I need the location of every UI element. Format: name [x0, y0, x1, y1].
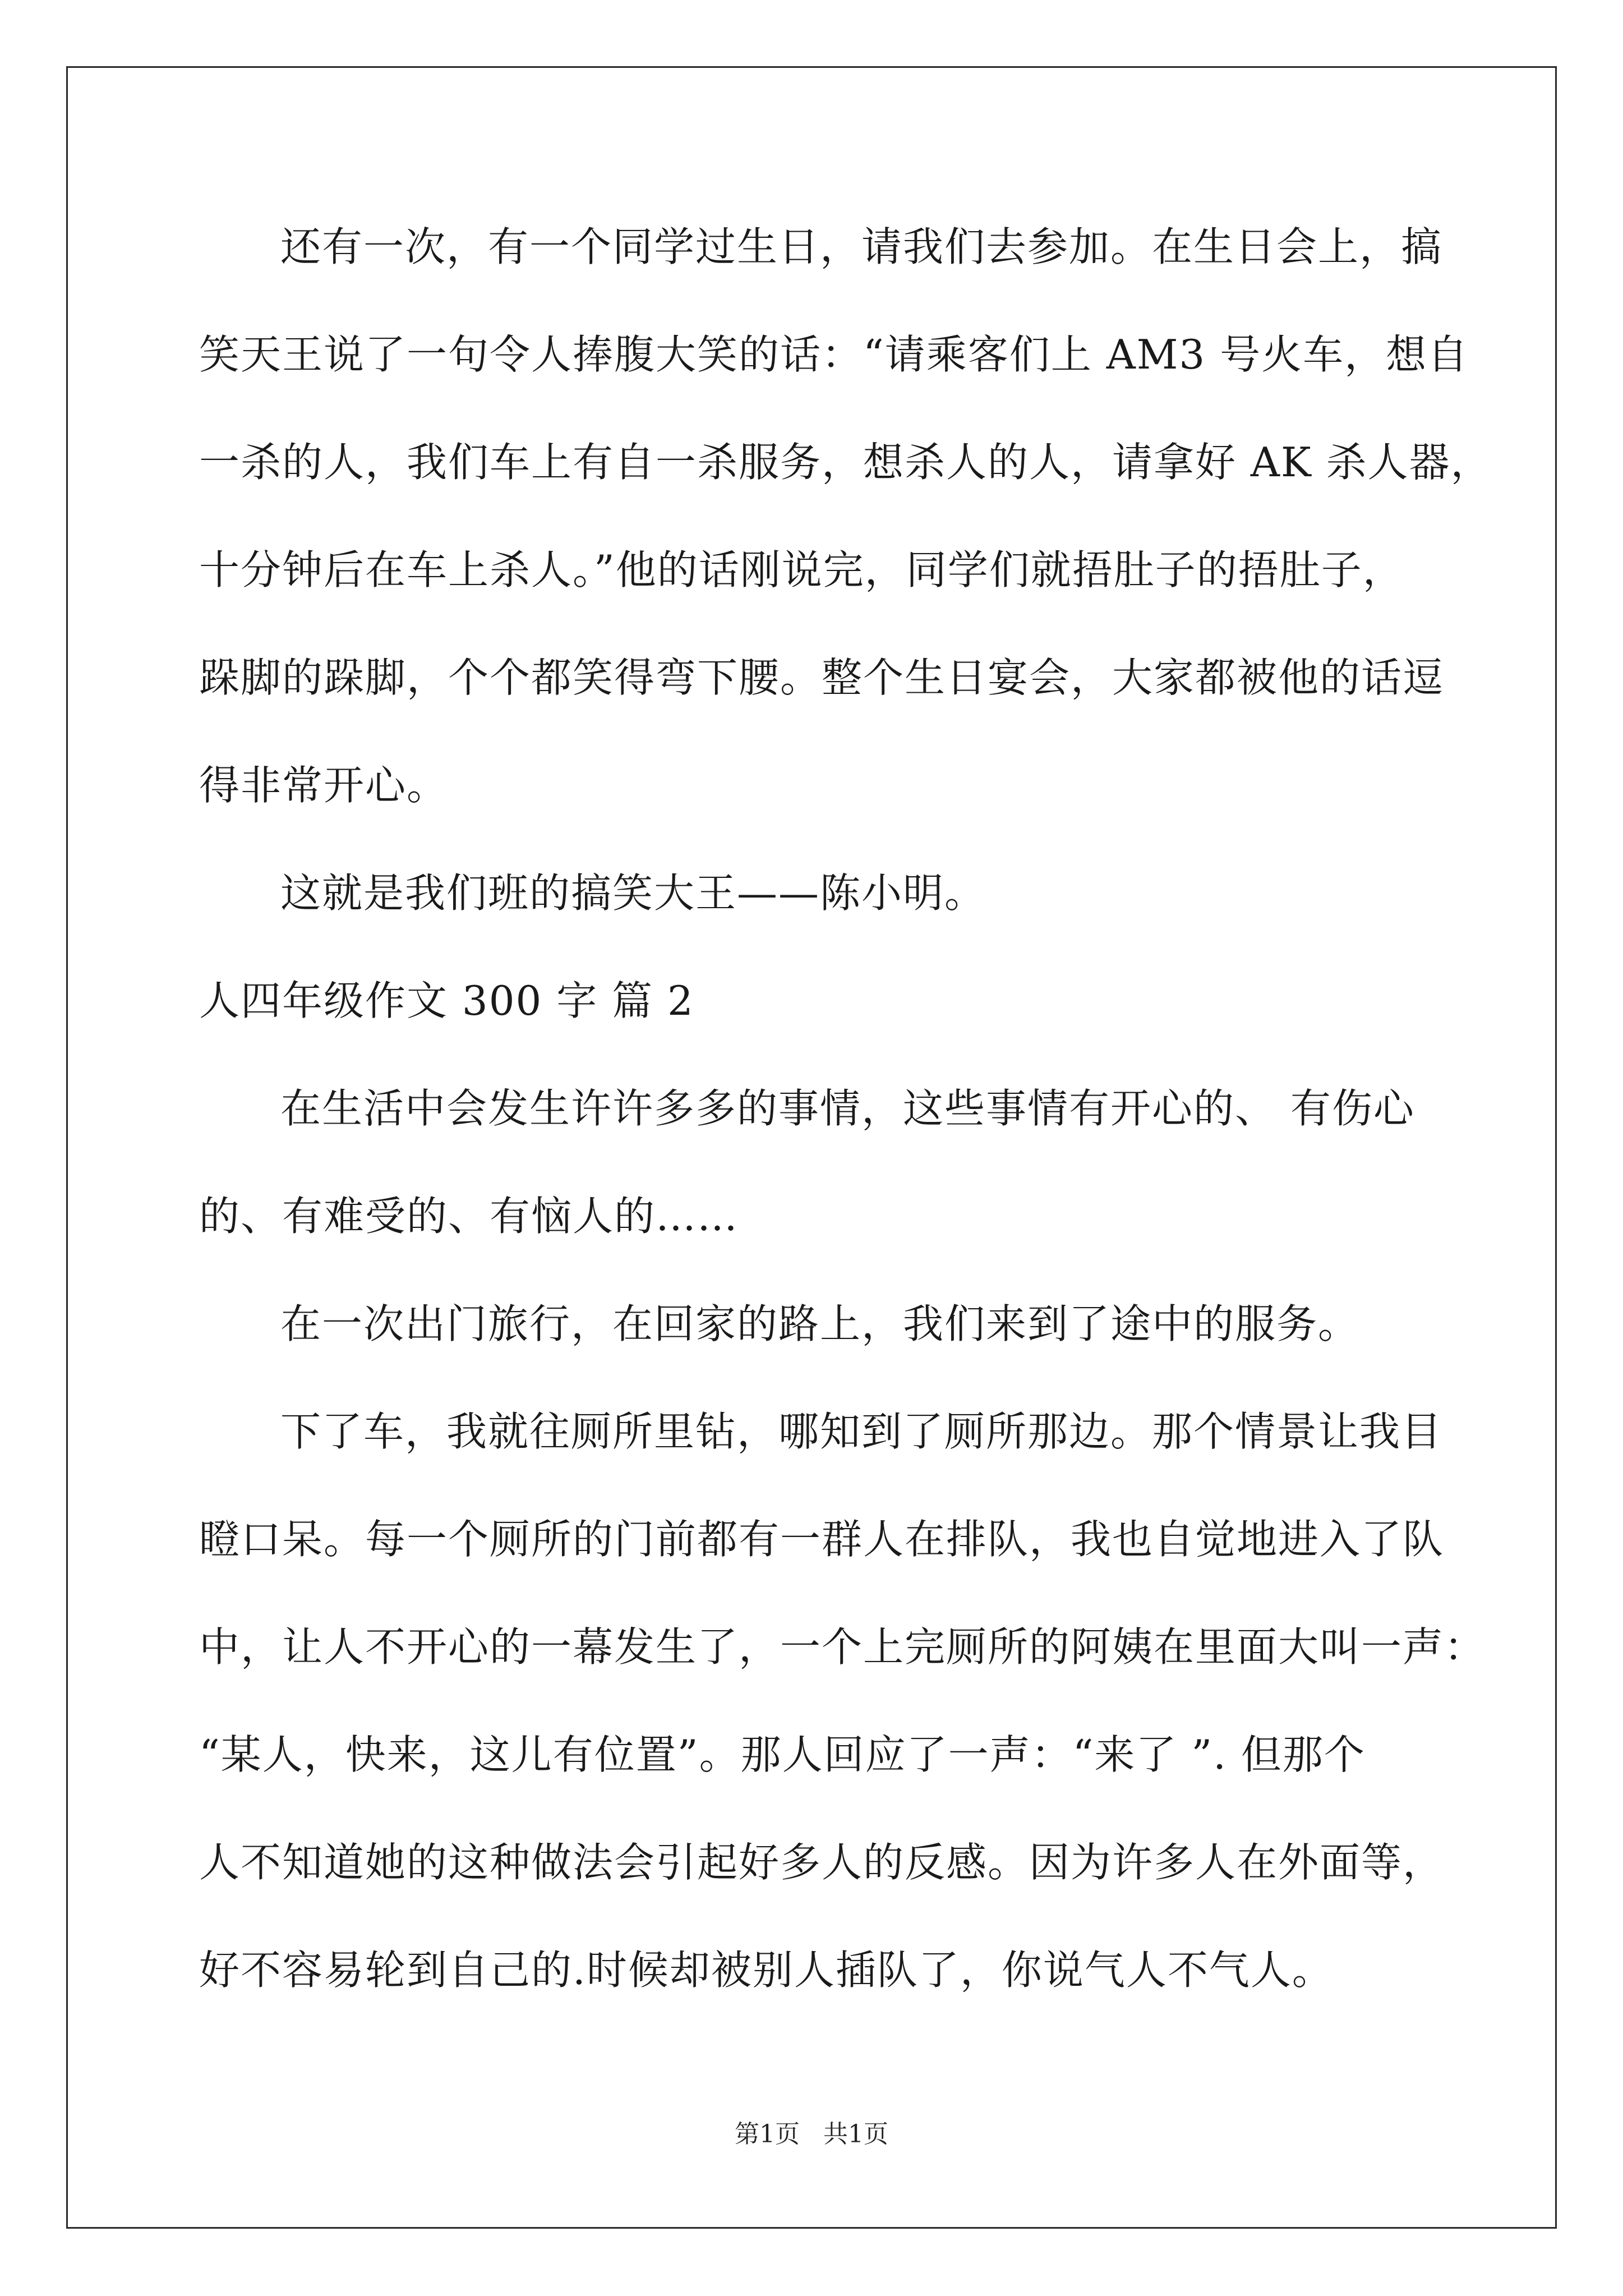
- paragraph-line: 还有一次，有一个同学过生日，请我们去参加。在生日会上，搞: [280, 223, 1443, 270]
- page-number: 第1页: [735, 2120, 800, 2148]
- paragraph-line: 下了车，我就往厕所里钻，哪知到了厕所那边。那个情景让我目: [280, 1408, 1443, 1455]
- page-total: 共1页: [823, 2120, 888, 2148]
- paragraph-line: 得非常开心。: [199, 762, 449, 809]
- paragraph-line: “某人，快来，这儿有位置”。那人回应了一声：“来了 ”. 但那个: [199, 1731, 1366, 1778]
- paragraph-line: 人不知道她的这种做法会引起好多人的反感。因为许多人在外面等，: [199, 1839, 1445, 1886]
- paragraph-line: 这就是我们班的搞笑大王——陈小明。: [280, 869, 986, 917]
- paragraph-line: 瞪口呆。每一个厕所的门前都有一群人在排队，我也自觉地进入了队: [199, 1516, 1445, 1563]
- paragraph-line: 好不容易轮到自己的.时候却被别人插队了，你说气人不气人。: [199, 1947, 1334, 1994]
- page-border: [66, 66, 1557, 2229]
- paragraph-line: 在生活中会发生许许多多的事情，这些事情有开心的、 有伤心: [280, 1085, 1415, 1132]
- paragraph-line: 跺脚的跺脚，个个都笑得弯下腰。整个生日宴会，大家都被他的话逗: [199, 654, 1445, 701]
- paragraph-line: 十分钟后在车上杀人。”他的话刚说完，同学们就捂肚子的捂肚子，: [199, 546, 1404, 593]
- paragraph-line: 笑天王说了一句令人捧腹大笑的话：“请乘客们上 AM3 号火车，想自: [199, 331, 1469, 378]
- paragraph-line: 中，让人不开心的一幕发生了，一个上完厕所的阿姨在里面大叫一声：: [199, 1623, 1486, 1671]
- page-footer: [0, 2118, 1623, 2151]
- paragraph-line: 在一次出门旅行，在回家的路上，我们来到了途中的服务。: [280, 1300, 1360, 1347]
- paragraph-line: 的、有难受的、有恼人的……: [199, 1193, 739, 1240]
- paragraph-line: 一杀的人，我们车上有自一杀服务，想杀人的人，请拿好 AK 杀人器，: [199, 439, 1492, 486]
- section-heading: 人四年级作文 300 字 篇 2: [199, 977, 694, 1024]
